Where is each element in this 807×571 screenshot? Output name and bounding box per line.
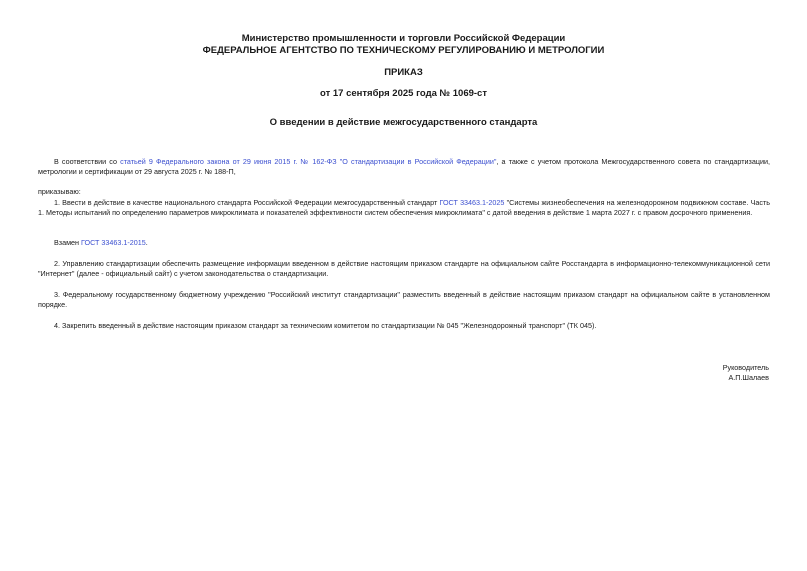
item-2-paragraph: 2. Управлению стандартизации обеспечить размещение информации введенном в действие настоящим приказом стандарте на официальном сайте Росстандарта в информационно-телекоммуникационной сети "Интернет" (далее - официальный сайт) с учетом законодательства о стандартизации.: [38, 259, 770, 278]
replacement-text-1: Взамен: [54, 238, 81, 247]
old-standard-link[interactable]: ГОСТ 33463.1-2015: [81, 238, 146, 247]
signatory-title: Руководитель: [722, 363, 769, 372]
item-3-paragraph: 3. Федеральному государственному бюджетному учреждению "Российский институт стандартизации" разместить введенный в действие настоящим приказом стандарт на официальном сайте в установленном порядке.: [38, 290, 770, 309]
preamble-text-1: В соответствии со: [54, 157, 121, 166]
preamble-text-2: , а также с учетом протокола Межгосударственного совета по стандартизации, метрологии и сертификации от 29 августа 2025 г. № 188-П,: [38, 157, 770, 176]
agency-title: ФЕДЕРАЛЬНОЕ АГЕНТСТВО ПО ТЕХНИЧЕСКОМУ РЕГУЛИРОВАНИЮ И МЕТРОЛОГИИ: [202, 45, 605, 56]
document-subject: О введении в действие межгосударственного стандарта: [269, 117, 538, 128]
document-type: ПРИКАЗ: [384, 67, 423, 78]
replacement-text-2: .: [145, 238, 148, 247]
item-1-text-2: "Системы жизнеобеспечения на железнодорожном подвижном составе. Часть 1. Методы испытаний по определению параметров микроклимата и показателей эффективности систем обеспечения микроклимата" с датой введения в действие 1 марта 2027 г. с правом досрочного применения.: [38, 198, 770, 217]
law-link[interactable]: статьей 9 Федерального закона от 29 июня 2015 г. № 162-ФЗ "О стандартизации в Российской Федерации": [120, 157, 497, 166]
replacement-paragraph: [38, 238, 770, 248]
preamble-paragraph: [38, 157, 770, 177]
item-4-paragraph: 4. Закрепить введенный в действие настоящим приказом стандарт за техническим комитетом по стандартизации № 045 "Железнодорожный транспорт" (ТК 045).: [54, 321, 597, 330]
item-1-paragraph: [38, 198, 770, 218]
order-word: приказываю:: [38, 187, 81, 196]
ministry-title: Министерство промышленности и торговли Российской Федерации: [241, 33, 566, 44]
item-1-text-1: 1. Ввести в действие в качестве национального стандарта Российской Федерации межгосударственный стандарт: [54, 198, 440, 207]
signatory-name: А.П.Шалаев: [728, 373, 769, 382]
date-number: от 17 сентября 2025 года № 1069-ст: [320, 88, 487, 99]
standard-link[interactable]: ГОСТ 33463.1-2025: [439, 198, 505, 207]
